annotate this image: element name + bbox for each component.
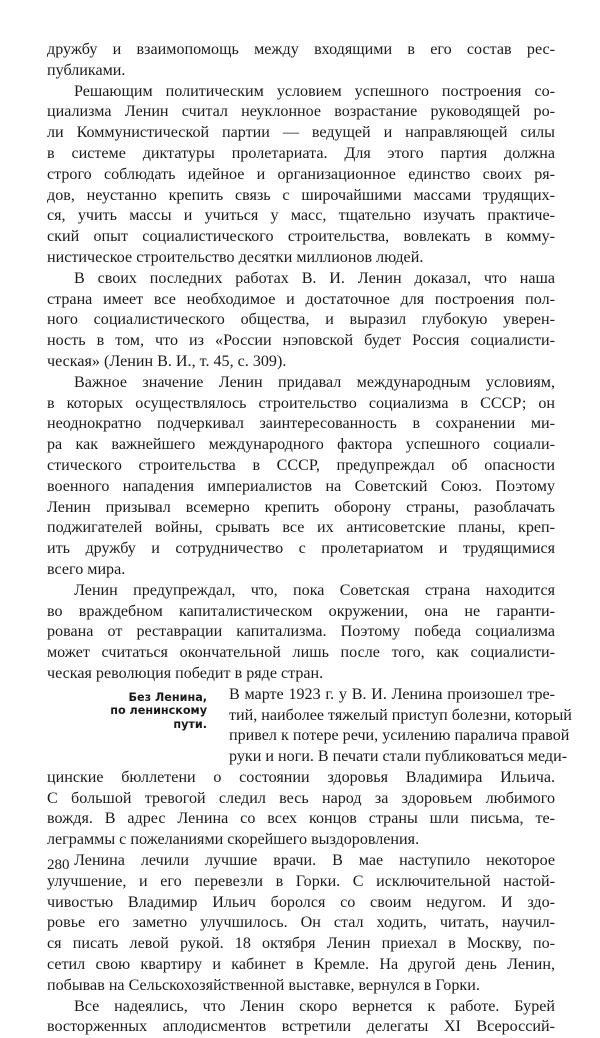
text-line: Ленина лечили лучшие врачи. В мае наступило некоторое — [74, 852, 555, 870]
text-line: может считаться окончательной лишь после того, как социалисти- — [47, 644, 555, 662]
text-line: привел к потере речи, усилению паралича правой — [229, 727, 570, 745]
text-line: строго соблюдать идейное и организационное единство своих ря- — [47, 165, 555, 183]
text-line: стического строительства в СССР, предупреждал об опасности — [47, 456, 555, 474]
text-line: Решающим политическим условием успешного построения со- — [74, 82, 555, 100]
text-line: В своих последних работах В. И. Ленин доказал, что наша — [74, 269, 555, 287]
paragraph-with-sidenote — [47, 685, 572, 851]
text-line: во враждебном капиталистическом окружении, она не гаранти- — [47, 602, 555, 620]
book-page — [47, 40, 572, 1038]
text-line: ного социалистического общества, и выразил глубокую уверен- — [47, 311, 555, 329]
text-line: Важное значение Ленин придавал международным условиям, — [74, 373, 555, 391]
text-line: руки и ноги. В печати стали публиковаться меди- — [229, 748, 568, 766]
text-line: цинские бюллетени о состоянии здоровья Владимира Ильича. — [47, 768, 555, 786]
text-line: Ленин предупреждал, что, пока Советская страна находится — [74, 581, 555, 599]
text-line: ра как важнейшего международного фактора успешного социали- — [47, 436, 555, 454]
marginal-heading-line: пути. — [173, 717, 207, 731]
text-line: страна имеет все необходимое и достаточное для построения пол- — [47, 290, 555, 308]
page-number: 280 — [47, 857, 70, 873]
paragraph — [47, 997, 555, 1038]
text-line: рована от реставрации капитализма. Поэтому победа социализма — [47, 623, 555, 641]
text-line: нистическое строительство десятки миллионов людей. — [47, 248, 424, 266]
text-line: чивостью Владимир Ильич боролся со своим недугом. И здо- — [47, 893, 555, 911]
text-line: ли Коммунистической партии — ведущей и направляющей силы — [47, 124, 555, 142]
text-line: неоднократно подчеркивал заинтересованность в сохранении ми- — [47, 415, 555, 433]
text-line: поджигателей войны, срывать все их антисоветские планы, креп- — [47, 519, 555, 537]
text-line: циализма Ленин считал неуклонное возрастание руководящей ро- — [47, 103, 555, 121]
paragraph — [47, 581, 555, 685]
text-line: всего мира. — [47, 560, 126, 578]
text-line: Все надеялись, что Ленин скоро вернется к работе. Бурей — [74, 997, 555, 1015]
text-line: леграммы с пожеланиями скорейшего выздоровления. — [47, 831, 420, 849]
paragraph — [47, 373, 555, 581]
text-line: вождя. В адрес Ленина со всех концов страны шли письма, те- — [47, 810, 555, 828]
paragraph — [47, 269, 555, 373]
text-line: дов, неустанно крепить связь с широчайшими массами трудящих- — [47, 186, 555, 204]
text-line: военного нападения империалистов на Советский Союз. Поэтому — [47, 477, 555, 495]
text-line: ся, учить массы и учиться у масс, тщательно изучать практиче- — [47, 207, 555, 225]
text-line: тий, наиболее тяжелый приступ болезни, который — [229, 706, 572, 724]
paragraph — [47, 851, 555, 997]
paragraph — [47, 40, 555, 82]
text-line: восторженных аплодисментов встретили делегаты XI Всероссий- — [47, 1018, 555, 1036]
marginal-heading-line: Без Ленина, — [128, 690, 207, 704]
text-line: дружбу и взаимопомощь между входящими в его состав рес- — [47, 41, 555, 58]
marginal-heading — [47, 691, 207, 732]
text-line: в системе диктатуры пролетариата. Для этого партия должна — [47, 144, 555, 162]
text-line: ровье его заметно улучшилось. Он стал ходить, читать, научил- — [47, 914, 555, 932]
text-line: улучшение, и его перевезли в Горки. С исключительной настой- — [47, 872, 555, 890]
text-line: Ленин призывал всемерно крепить оборону страны, разоблачать — [47, 498, 555, 516]
text-line: С большой тревогой следил весь народ за здоровьем любимого — [47, 789, 555, 807]
text-line: ить дружбу и сотрудничество с пролетариатом и трудящимися — [47, 540, 555, 558]
paragraph — [47, 82, 555, 269]
text-line: побывав на Сельскохозяйственной выставке, вернулся в Горки. — [47, 976, 480, 994]
text-line: ческая революция победит в ряде стран. — [47, 664, 324, 682]
text-line: публиками. — [47, 61, 126, 79]
text-line: ческая» (Ленин В. И., т. 45, с. 309). — [47, 352, 287, 370]
marginal-heading-line: по ленинскому — [110, 704, 207, 718]
text-line: ность в том, что из «России нэповской будет Россия социалисти- — [47, 332, 555, 350]
text-line: ский опыт социалистического строительства, вовлекать в комму- — [47, 228, 555, 246]
text-line: в которых осуществлялось строительство социализма в СССР; он — [47, 394, 555, 412]
text-line: сетил свою квартиру и кабинет в Кремле. На другой день Ленин, — [47, 956, 555, 974]
text-line: В марте 1923 г. у В. И. Ленина произошел тре- — [229, 685, 555, 703]
text-line: ся писать левой рукой. 18 октября Ленин приехал в Москву, по- — [47, 935, 555, 953]
